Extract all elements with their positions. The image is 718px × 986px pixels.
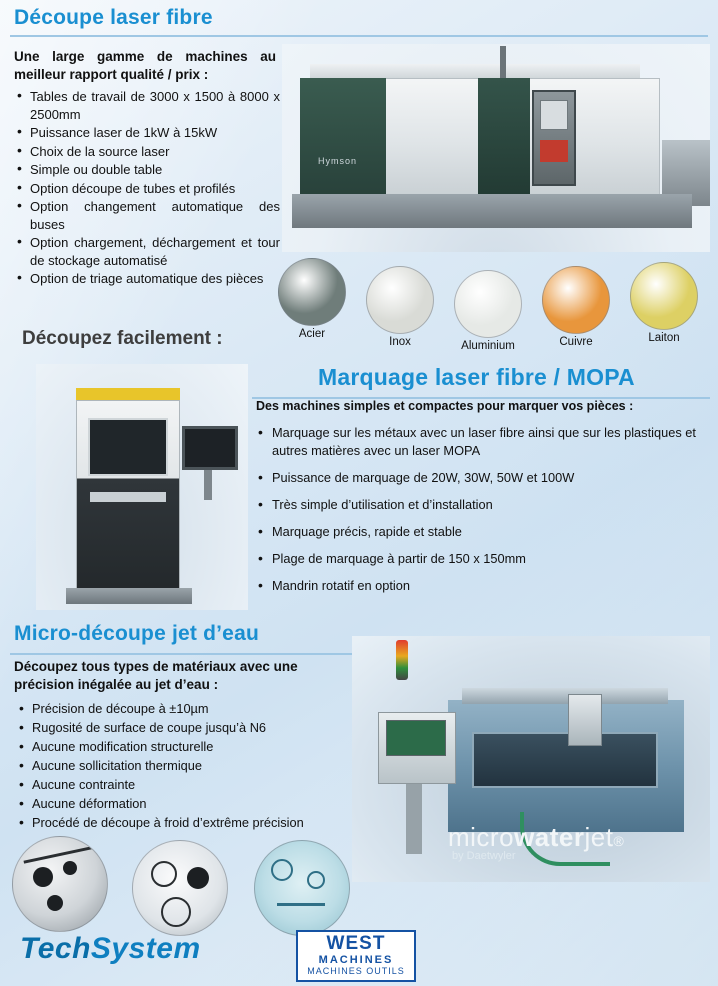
material-label: Acier bbox=[298, 328, 326, 340]
list-item: • Aucune modification structurelle bbox=[16, 738, 356, 756]
machine-screen bbox=[540, 100, 568, 130]
machine-tank bbox=[472, 732, 658, 788]
material-aluminium bbox=[446, 270, 530, 352]
material-inox bbox=[358, 266, 442, 348]
company-logo-prefix: Tech bbox=[20, 932, 91, 965]
laser-subhead: Découpez facilement : bbox=[22, 328, 223, 349]
list-item: • Précision de découpe à ±10µm bbox=[16, 700, 356, 718]
sample-hole bbox=[187, 867, 209, 889]
material-disc bbox=[278, 258, 346, 326]
marking-intro: Des machines simples et compactes pour marquer vos pièces : bbox=[256, 399, 634, 413]
material-label: Aluminium bbox=[461, 340, 515, 352]
section-title-marking bbox=[318, 364, 710, 391]
waterjet-brand-part3: jet bbox=[584, 822, 614, 852]
company-logo-suffix: System bbox=[90, 932, 201, 965]
waterjet-brand-sub: by Daetwyler bbox=[452, 850, 516, 862]
machine-gantry bbox=[462, 688, 668, 704]
material-disc bbox=[542, 266, 610, 334]
list-item: • Aucune contrainte bbox=[16, 776, 356, 794]
west-machines-logo bbox=[296, 930, 416, 982]
waterjet-brand-part2: water bbox=[514, 822, 585, 852]
section-title-laser-text: Découpe laser fibre bbox=[14, 6, 213, 29]
machine-monitor-arm bbox=[204, 470, 212, 500]
material-label: Inox bbox=[389, 336, 411, 348]
machine-screen-red bbox=[540, 140, 568, 162]
material-laiton bbox=[622, 262, 706, 344]
list-item: • Très simple d’utilisation et d’installation bbox=[252, 496, 708, 514]
marking-machine-photo bbox=[36, 364, 248, 610]
machine-brand-label: Hymson bbox=[318, 156, 358, 166]
list-item: • Marquage sur les métaux avec un laser fibre ainsi que sur les plastiques et autres matières avec un laser MOPA bbox=[252, 424, 708, 460]
waterjet-brand-part1: micro bbox=[448, 822, 515, 852]
machine-base bbox=[66, 588, 192, 604]
west-logo-line2: MACHINES bbox=[318, 954, 394, 966]
list-item: • Puissance de marquage de 20W, 30W, 50W et 100W bbox=[252, 469, 708, 487]
machine-keyboard bbox=[90, 492, 166, 502]
material-label: Laiton bbox=[648, 332, 680, 344]
waterjet-machine-photo bbox=[352, 636, 710, 882]
sample-hole bbox=[47, 895, 63, 911]
sample-slot bbox=[23, 845, 96, 863]
marking-bullet-list bbox=[252, 424, 708, 604]
sample-ring bbox=[271, 859, 293, 881]
list-item: • Rugosité de surface de coupe jusqu’à N6 bbox=[16, 719, 356, 737]
sample-disc-1 bbox=[12, 836, 108, 932]
list-item: • Aucune déformation bbox=[16, 795, 356, 813]
list-item: • Plage de marquage à partir de 150 x 150mm bbox=[252, 550, 708, 568]
waterjet-bullet-list bbox=[16, 700, 356, 833]
list-item: • Marquage précis, rapide et stable bbox=[252, 523, 708, 541]
list-item: • Puissance laser de 1kW à 15kW bbox=[14, 124, 280, 142]
cut-sample-photos bbox=[8, 836, 360, 936]
sample-disc-2 bbox=[132, 840, 228, 936]
sample-hole bbox=[63, 861, 77, 875]
signal-tower bbox=[396, 640, 408, 680]
console-stand bbox=[406, 784, 422, 854]
waterjet-brand bbox=[448, 822, 624, 853]
material-disc bbox=[454, 270, 522, 338]
list-item: • Mandrin rotatif en option bbox=[252, 577, 708, 595]
material-disc bbox=[630, 262, 698, 330]
list-item: • Procédé de découpe à froid d’extrême précision bbox=[16, 814, 356, 832]
material-label: Cuivre bbox=[559, 336, 593, 348]
list-item: • Simple ou double table bbox=[14, 161, 280, 179]
list-item: • Option découpe de tubes et profilés bbox=[14, 180, 280, 198]
machine-panel-mid bbox=[478, 78, 530, 198]
machine-mast bbox=[500, 46, 506, 80]
list-item: • Option chargement, déchargement et tour de stockage automatisé bbox=[14, 234, 280, 269]
waterjet-intro: Découpez tous types de matériaux avec une précision inégalée au jet d’eau : bbox=[14, 659, 298, 692]
west-logo-line3: MACHINES OUTILS bbox=[307, 966, 405, 976]
material-samples bbox=[270, 258, 710, 350]
list-item: • Tables de travail de 3000 x 1500 à 8000 x 2500mm bbox=[14, 88, 280, 123]
section-title-waterjet bbox=[14, 622, 354, 646]
cnc-screen bbox=[386, 720, 446, 756]
sample-slot bbox=[277, 903, 325, 906]
cutting-head bbox=[568, 694, 602, 746]
machine-base bbox=[292, 194, 692, 228]
sample-ring bbox=[161, 897, 191, 927]
laser-machine-photo bbox=[282, 44, 710, 252]
machine-window bbox=[88, 418, 168, 476]
waterjet-brand-reg: ® bbox=[613, 833, 625, 849]
list-item: • Choix de la source laser bbox=[14, 143, 280, 161]
laser-bullet-list bbox=[14, 88, 280, 289]
sample-ring bbox=[151, 861, 177, 887]
sample-hole bbox=[33, 867, 53, 887]
material-disc bbox=[366, 266, 434, 334]
laser-intro: Une large gamme de machines au meilleur rapport qualité / prix : bbox=[14, 49, 276, 82]
list-item: • Option de triage automatique des pièces bbox=[14, 270, 280, 288]
section-title-laser bbox=[14, 6, 344, 30]
sample-ring bbox=[307, 871, 325, 889]
section-title-marking-text: Marquage laser fibre / MOPA bbox=[318, 364, 635, 390]
material-cuivre bbox=[534, 266, 618, 348]
machine-panel-left bbox=[300, 78, 386, 198]
company-logo bbox=[20, 932, 201, 966]
list-item: • Option changement automatique des buses bbox=[14, 198, 280, 233]
section-title-waterjet-text: Micro-découpe jet d’eau bbox=[14, 622, 259, 645]
machine-monitor bbox=[182, 426, 238, 470]
material-acier bbox=[270, 258, 354, 340]
divider-laser bbox=[10, 35, 708, 37]
west-logo-line1: WEST bbox=[326, 933, 386, 954]
list-item: • Aucune sollicitation thermique bbox=[16, 757, 356, 775]
sample-disc-3 bbox=[254, 840, 350, 936]
divider-waterjet bbox=[10, 653, 370, 655]
